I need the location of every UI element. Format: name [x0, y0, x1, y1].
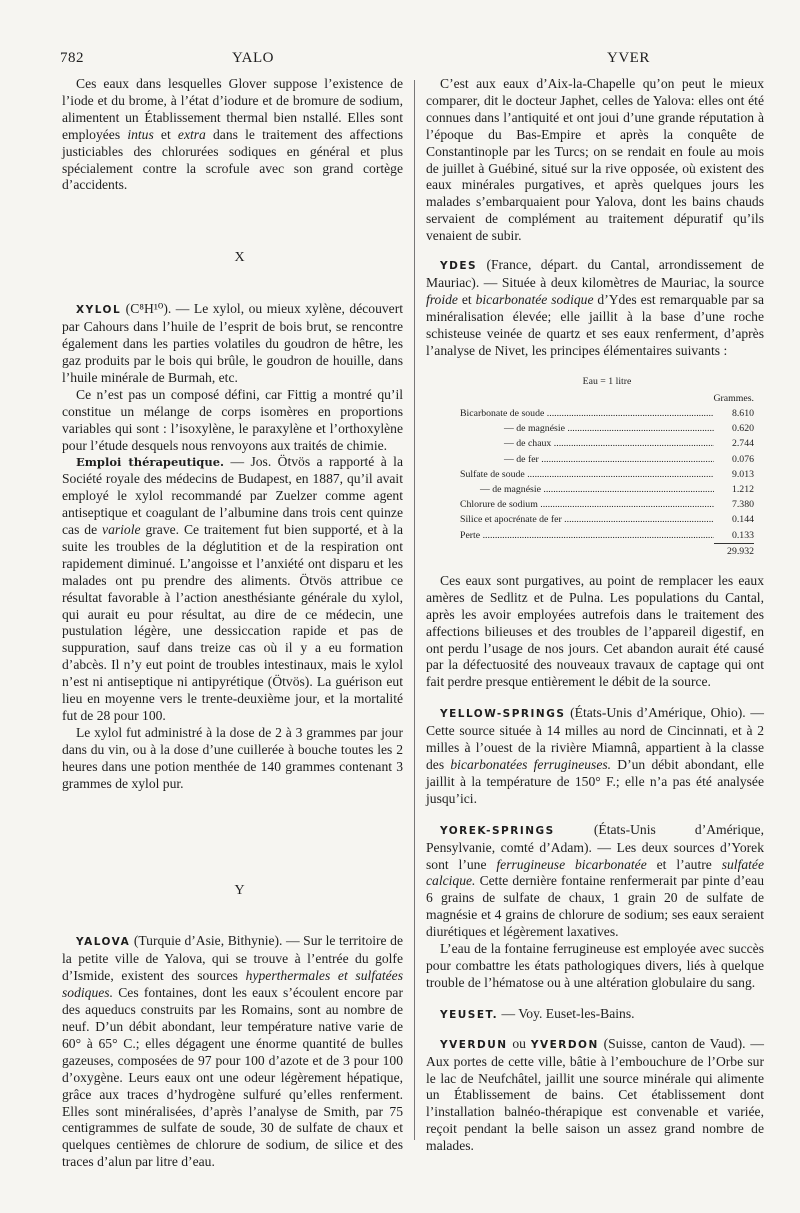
table-row: — de fer ..... 0.076 — [460, 452, 754, 467]
right-running-head: YVER — [607, 50, 650, 66]
paragraph-yalova-continued: C’est aux eaux d’Aix-la-Chapelle qu’on peut le mieux comparer, dit le docteur Japhet, celles de Yalova: elles ont été connues dans l’antiquité et ont joui d’une grande réputation à l’époque du Bas-Empire et après la conquête de Constantinople par les Turcs; on se rendait en foule au mois de juillet à Guébiné, situé sur la rive opposée, où existent des eaux minérales purgatives, et après quelques jours les malades s’embarquaient pour Yalova, dont les bains chauds servaient de complément au traitement dépuratif qu’ils venaient de subir. — [426, 76, 764, 244]
mineral-analysis-table — [460, 374, 754, 559]
left-column — [62, 76, 403, 1171]
page-number: 782 — [60, 50, 84, 66]
paragraph-eaux-glover: Ces eaux dans lesquelles Glover suppose l’existence de l’iode et du brome, à l’état d’iodure et de bromure de sodium, alimentent un Établissement thermal bien nstallé. Elles sont employées intus et extra dans le traitement des affections justiciables des chlorurées sodiques en général et plus spécialement contre la scrofule avec son grand cortège d’accidents. — [62, 76, 403, 193]
table-row: — de chaux ..... 2.744 — [460, 436, 754, 451]
paragraph-ydes-purgatives: Ces eaux sont purgatives, au point de remplacer les eaux amères de Sedlitz et de Pulna. Les populations du Cantal, après les avoir employées autrefois dans le traitement des affections bilieuses et des troubles de l’appareil digestif, en ont perdu l’usage de nos jours. Cet abandon aurait été causé par la défectuosité des nouveaux travaux de captage qui ont fait perdre presque entièrement le débit de la source. — [426, 572, 764, 690]
paragraph-yorek-ferrugineuse: L’eau de la fontaine ferrugineuse est employée avec succès pour combattre les états pathologiques divers, liés à quelque trouble de l’hématose ou à une altération globulaire du sang. — [426, 941, 764, 990]
paragraph-xylol-composition: Ce n’est pas un composé défini, car Fittig a montré qu’il constitue un mélange de corps isomères en proportions variables qui sont : l’isoxylène, le paraxylène et l’orthoxylène pour l’étude desquels nous renvoyons aux traités de chimie. — [62, 386, 403, 453]
entry-headword-yalova: YALOVA — [76, 936, 131, 949]
entry-xylol: XYLOL (C⁸H¹⁰). — Le xylol, ou mieux xylène, découvert par Cahours dans l’huile de l’esprit de bois brut, se rencontre également dans les parties volatiles du goudron de hêtre, les gaz produits par le bois qui brûle, le goudron de houille, dans l’huile minérale de Burmah, etc. — [62, 301, 403, 385]
page-header — [60, 50, 734, 72]
table-row: Sulfate de soude ..... 9.013 — [460, 467, 754, 482]
table-row: Perte ..... 0.133 — [460, 528, 754, 543]
table-row: — de magnésie ..... 0.620 — [460, 421, 754, 436]
paragraph-emploi-therapeutique: Emploi thérapeutique. — Jos. Ötvös a rapporté à la Société royale des médecins de Budapest, en 1887, qu’il avait employé le xylol recommandé par Zuelzer comme agent antiseptique et coagulant de l’albumine dans trois cent quinze cas de variole grave. Ce traitement fut bien supporté, et à la suite les troubles de la déglutition et de la respiration ont rapidement diminué. L’angoisse et l’anxiété ont disparu et les malades ont pu prendre des aliments. Ötvös attribue ce résultat favorable à l’action anesthésiante générale du xylol, qui aurait eu pour résultat, au dire de ce médecin, une pustulation légère, une dessiccation rapide et pas de suppuration, sauf dans treize cas où il y a eu formation d’abcès. Il n’y eut point de troubles intestinaux, mais le xylol n’est ni antiseptique ni antipyrétique (Ötvös). La guérison eut lieu en moyenne vers le trente-deuxième jour, et la mortalité fut de 28 pour 100. — [62, 454, 403, 723]
entry-yalova: YALOVA (Turquie d’Asie, Bithynie). — Sur le territoire de la petite ville de Yalova, qui se trouve à l’entrée du golfe d’Ismide, existent des sources hyperthermales et sulfatées sodiques. Ces fontaines, dont les eaux s’écoulent encore par des aqueducs construits par les Romains, sont au nombre de neuf. D’un débit abondant, leur température native varie de 60° à 65° C.; elles dégagent une énorme quantité de bulles gazeuses, composées de 97 pour 100 d’azote et de 3 pour 100 d’oxygène. Leurs eaux ont une odeur légèrement hépatique, grâce aux traces d’hydrogène sulfuré qu’elles renferment. Elles sont minéralisées, d’après l’analyse de Smith, par 75 centigrammes de sulfate de soude, 30 de sulfate de chaux et quelques centièmes de chlorure de sodium, de silice et des traces d’alun par litre d’eau. — [62, 933, 404, 1170]
entry-headword-yverdun: YVERDUN — [440, 1038, 508, 1051]
entry-headword-yorek-springs: YOREK-SPRINGS — [440, 824, 555, 837]
table-row: Bicarbonate de soude ..... 8.610 — [460, 406, 754, 421]
column-divider — [414, 80, 415, 1140]
right-column — [426, 76, 764, 1155]
subheading-emploi: Emploi thérapeutique. — [76, 455, 225, 470]
table-row: Silice et apocrénate de fer ..... 0.144 — [460, 512, 754, 527]
entry-yorek-springs: YOREK-SPRINGS (États-Unis d’Amérique, Pensylvanie, comté d’Adam). — Les deux sources d’Yorek sont l’une ferrugineuse bicarbonatée et l’autre sulfatée calcique. Cette dernière fontaine renfermerait par pinte d’eau 6 grains de sulfate de chaux, 1 grain 20 de sulfate de magnésie et 4 grains de chlorure de sodium; ses eaux seraient diurétiques et légèrement laxatives. — [426, 821, 765, 940]
entry-headword-ydes: YDES — [440, 260, 478, 273]
table-unit: Grammes. — [713, 392, 754, 404]
entry-headword-yverdon: YVERDON — [530, 1038, 599, 1051]
paragraph-xylol-dose: Le xylol fut administré à la dose de 2 à 3 grammes par jour dans du vin, ou à la dose d’une cuillerée à bouche toutes les 2 heures dans une potion menthée de 140 grammes contenant 3 grammes de xylol pur. — [62, 724, 403, 791]
table-row: Chlorure de sodium ..... 7.380 — [460, 497, 754, 512]
entry-yverdun: YVERDUN ou YVERDON (Suisse, canton de Vaud). — Aux portes de cette ville, bâtie à l’embouchure de l’Orbe sur le lac de Neufchâtel, jaillit une source minérale qui alimente un Établissement de bains. Cet établissement dont l’installation balnéo-thérapique est convenable et variée, reçoit pendant la belle saison un assez grand nombre de malades. — [426, 1035, 764, 1154]
table-row: — de magnésie ..... 1.212 — [460, 482, 754, 497]
section-letter-y: Y — [234, 882, 245, 898]
section-letter-x: X — [234, 250, 245, 266]
entry-yeuset: YEUSET. — Voy. Euset-les-Bains. — [440, 1005, 635, 1021]
table-caption: Eau = 1 litre — [582, 375, 632, 387]
entry-ydes: YDES (France, départ. du Cantal, arrondissement de Mauriac). — Située à deux kilomètres de Mauriac, la source froide et bicarbonatée sodique d’Ydes est remarquable par sa minéralisation élevée; elle jaillit à la base d’une roche schisteuse veinée de quartz et ses eaux renferment, d’après l’analyse de Nivet, les principes élémentaires suivants : — [426, 257, 764, 358]
left-running-head: YALO — [232, 50, 274, 66]
table-total-row — [460, 543, 754, 559]
entry-headword-yellow-springs: YELLOW-SPRINGS — [440, 708, 566, 721]
entry-yellow-springs: YELLOW-SPRINGS (États-Unis d’Amérique, Ohio). — Cette source située à 14 milles au nord de Cincinnati, et à 2 milles à l’ouest de la rivière Miamnâ, appartient à la classe des bicarbonatées ferrugineuses. D’un débit abondant, elle jaillit à la température de 150° F.; elle n’a pas été analysée jusqu’ici. — [426, 705, 764, 806]
entry-headword-xylol: XYLOL — [76, 304, 122, 317]
table-total: 29.932 — [714, 543, 754, 559]
entry-headword-yeuset: YEUSET. — [440, 1008, 499, 1021]
